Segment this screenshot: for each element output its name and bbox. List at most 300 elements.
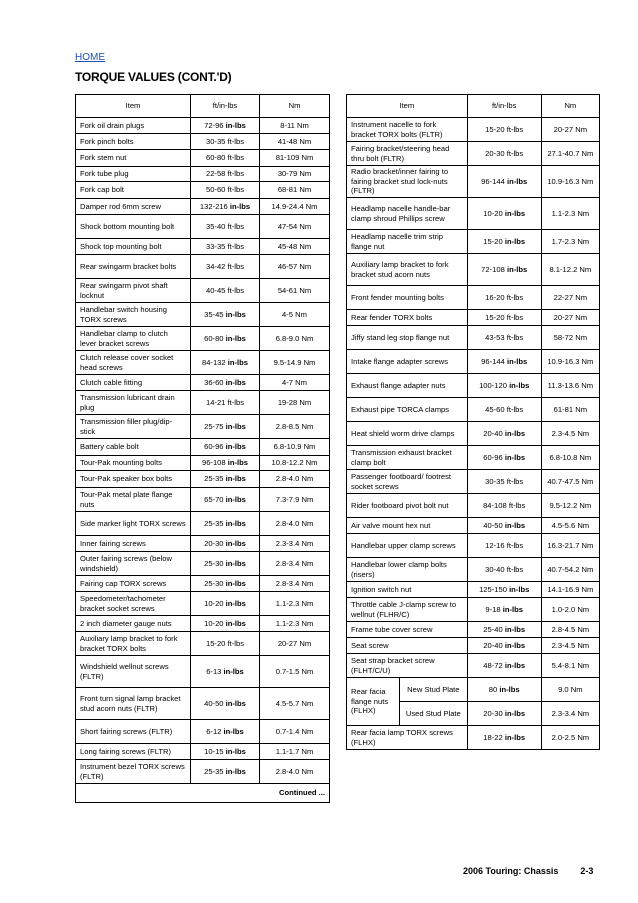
torque-nm-cell: 2.3-4.5 Nm [541,422,599,446]
torque-value: 132-216 [199,201,228,211]
torque-unit: ft-lbs [506,564,524,574]
torque-unit: ft-lbs [506,540,524,550]
torque-unit: in-lbs [227,458,249,468]
table-row [76,760,330,784]
torque-item-cell: Air valve mount hex nut [347,518,468,534]
table-row [76,456,330,471]
torque-nm-cell: 2.3-3.4 Nm [541,702,599,726]
torque-item-cell: Handlebar upper clamp screws [347,534,468,558]
table-row [76,391,330,415]
torque-value: 18-22 [483,732,503,742]
torque-value: 20-40 [483,428,503,438]
torque-value: 84-132 [201,357,226,367]
torque-unit: in-lbs [506,264,528,274]
table-row [347,422,600,446]
torque-ft-in-lbs-cell [191,255,260,279]
page-footer [463,866,593,876]
torque-item-cell: Jiffy stand leg stop flange nut [347,326,468,350]
torque-nm-cell: 68-81 Nm [260,182,330,199]
torque-unit: ft-lbs [227,638,245,648]
torque-nm-cell: 14.1-16.9 Nm [541,582,599,598]
torque-nm-cell: 4-7 Nm [260,375,330,391]
table-row [347,398,600,422]
torque-item-cell: Transmission filler plug/dip-stick [76,415,191,439]
table-row [76,415,330,439]
torque-nm-cell: 47-54 Nm [260,215,330,239]
torque-unit: in-lbs [225,598,246,608]
torque-item-cell: Handlebar lower clamp bolts (risers) [347,558,468,582]
table-row [76,118,330,134]
torque-unit: in-lbs [504,208,526,218]
torque-item-cell: Inner fairing screws [76,536,191,552]
column-header-ft-in-lbs: ft/in-lbs [191,95,260,118]
table-row [347,374,600,398]
torque-item-cell: Instrument bezel TORX screws (FLTR) [76,760,191,784]
torque-value: 34-42 [205,261,226,271]
torque-nm-cell: 5.4-8.1 Nm [541,654,599,678]
torque-ft-in-lbs-cell [191,744,260,760]
torque-item-cell: Fairing cap TORX screws [76,576,191,592]
torque-value: 30-35 [485,476,505,486]
torque-item-cell: Outer fairing screws (below windshield) [76,552,191,576]
torque-nm-cell: 11.3-13.6 Nm [541,374,599,398]
torque-nm-cell: 6.8-10.8 Nm [541,446,599,470]
torque-ft-in-lbs-cell [467,558,541,582]
torque-unit: ft-lbs [227,153,245,163]
torque-unit: ft-lbs [227,185,245,195]
torque-nm-cell: 8.1-12.2 Nm [541,254,599,286]
torque-unit: in-lbs [225,518,246,528]
torque-ft-in-lbs-cell [191,134,260,150]
torque-value: 16-20 [485,292,505,302]
table-row [347,534,600,558]
torque-item-cell: Auxiliary lamp bracket to fork bracket TORX bolts [76,632,191,656]
torque-ft-in-lbs-cell [467,582,541,598]
torque-table-left [75,94,330,803]
torque-unit: in-lbs [504,452,526,462]
table-row [347,446,600,470]
torque-nm-cell: 41-48 Nm [260,134,330,150]
torque-item-cell: Tour-Pak speaker box bolts [76,471,191,488]
torque-nm-cell: 2.8-3.4 Nm [260,576,330,592]
torque-value: 25-30 [204,558,224,568]
torque-ft-in-lbs-cell [191,279,260,303]
torque-ft-in-lbs-cell [191,215,260,239]
torque-item-cell: Shock bottom mounting bolt [76,215,191,239]
torque-ft-in-lbs-cell [467,286,541,310]
table-row [347,350,600,374]
torque-nm-cell: 4.5-5.6 Nm [541,518,599,534]
torque-item-cell: Fork stem nut [76,150,191,167]
torque-ft-in-lbs-cell [191,303,260,327]
column-header-nm: Nm [541,95,599,118]
torque-ft-in-lbs-cell [191,760,260,784]
torque-item-cell: Transmission exhaust bracket clamp bolt [347,446,468,470]
torque-nm-cell: 10.8-12.2 Nm [260,456,330,471]
column-header-ft-in-lbs: ft/in-lbs [467,95,541,118]
torque-unit: ft-lbs [227,261,245,271]
table-row [347,518,600,534]
torque-ft-in-lbs-cell [467,638,541,654]
torque-unit: in-lbs [225,421,246,431]
table-row [76,182,330,199]
torque-nm-cell: 58-72 Nm [541,326,599,350]
torque-unit: in-lbs [504,236,526,246]
torque-item-cell: Exhaust flange adapter nuts [347,374,468,398]
torque-unit: ft-lbs [506,332,524,342]
torque-unit: ft-lbs [506,148,524,158]
torque-ft-in-lbs-cell [467,702,541,726]
torque-item-cell: Frame tube cover screw [347,622,468,638]
torque-nm-cell: 45-48 Nm [260,239,330,255]
torque-item-cell: Rider footboard pivot bolt nut [347,494,468,518]
torque-item-cell: Throttle cable J-clamp screw to wellnut (FLHR/C) [347,598,468,622]
torque-unit: in-lbs [504,708,526,718]
torque-item-cell: Clutch release cover socket head screws [76,351,191,375]
column-header-nm: Nm [260,95,330,118]
torque-nm-cell: 2.8-8.5 Nm [260,415,330,439]
torque-unit: in-lbs [504,660,526,670]
torque-item-cell: Tour-Pak mounting bolts [76,456,191,471]
torque-nm-cell: 4-5 Nm [260,303,330,327]
torque-item-cell: Headlamp nacelle trim strip flange nut [347,230,468,254]
torque-item-cell: Shock top mounting bolt [76,239,191,255]
torque-value: 35-40 [205,221,226,231]
torque-item-cell: Fairing bracket/steering head thru bolt (FLTR) [347,142,468,166]
torque-unit: ft-lbs [506,124,524,134]
torque-value: 15-20 [483,236,503,246]
torque-item-cell: Instrument nacelle to fork bracket TORX bolts (FLTR) [347,118,468,142]
torque-item-cell: Rear swingarm bracket bolts [76,255,191,279]
torque-value: 20-30 [485,148,505,158]
torque-unit: ft-lbs [508,500,526,510]
torque-ft-in-lbs-cell [191,415,260,439]
table-row [76,303,330,327]
torque-unit: in-lbs [225,474,246,484]
table-row [347,638,600,654]
torque-ft-in-lbs-cell [467,254,541,286]
table-row [76,239,330,255]
torque-ft-in-lbs-cell [467,622,541,638]
table-row [76,150,330,167]
table-row [347,678,600,702]
torque-ft-in-lbs-cell [191,391,260,415]
torque-ft-in-lbs-cell [191,576,260,592]
torque-ft-in-lbs-cell [191,167,260,182]
torque-nm-cell: 19-28 Nm [260,391,330,415]
torque-item-cell: Speedometer/tachometer bracket socket screws [76,592,191,616]
table-row [76,632,330,656]
torque-value: 10-15 [204,746,224,756]
torque-value: 60-96 [204,442,224,452]
table-row [76,656,330,688]
torque-item-cell: Long fairing screws (FLTR) [76,744,191,760]
torque-value: 25-75 [204,421,224,431]
torque-nm-cell: 46-57 Nm [260,255,330,279]
torque-value: 125-150 [479,584,507,594]
torque-nm-cell: 20-27 Nm [260,632,330,656]
torque-unit: in-lbs [225,377,246,387]
torque-unit: in-lbs [504,640,526,650]
torque-unit: in-lbs [499,684,520,694]
torque-table-right-body [347,118,600,750]
torque-nm-cell: 81-109 Nm [260,150,330,167]
torque-ft-in-lbs-cell [467,494,541,518]
torque-ft-in-lbs-cell [467,678,541,702]
torque-unit: ft-lbs [227,397,245,407]
torque-value: 36-60 [204,377,224,387]
torque-nm-cell: 16.3-21.7 Nm [541,534,599,558]
table-row [347,254,600,286]
torque-unit: ft-lbs [227,241,245,251]
torque-nm-cell: 22-27 Nm [541,286,599,310]
table-row [347,166,600,198]
torque-value: 33-35 [205,241,226,251]
torque-unit: ft-lbs [227,221,245,231]
table-row [76,215,330,239]
torque-nm-cell: 20-27 Nm [541,118,599,142]
table-row [76,327,330,351]
torque-value: 6-12 [206,726,222,736]
torque-unit: in-lbs [504,732,526,742]
torque-item-cell: Windshield wellnut screws (FLTR) [76,656,191,688]
torque-nm-cell: 4.5-5.7 Nm [260,688,330,720]
torque-unit: ft-lbs [506,404,524,414]
torque-unit: in-lbs [225,309,246,319]
torque-value: 35-45 [204,309,224,319]
torque-value: 10-20 [204,598,224,608]
torque-item-cell: Rear fender TORX bolts [347,310,468,326]
table-row [76,512,330,536]
torque-ft-in-lbs-cell [467,350,541,374]
table-header-row [347,95,600,118]
torque-nm-cell: 8-11 Nm [260,118,330,134]
table-row [347,142,600,166]
torque-value: 22-58 [205,169,226,179]
torque-item-cell: Battery cable bolt [76,439,191,456]
torque-nm-cell: 6.8-9.0 Nm [260,327,330,351]
stud-plate-label: New Stud Plate [400,678,468,702]
torque-nm-cell: 6.8-10.9 Nm [260,439,330,456]
torque-ft-in-lbs-cell [467,374,541,398]
torque-item-cell: Fork tube plug [76,167,191,182]
torque-value: 15-20 [485,124,505,134]
torque-ft-in-lbs-cell [467,230,541,254]
torque-ft-in-lbs-cell [467,118,541,142]
table-row [76,536,330,552]
torque-nm-cell: 27.1-40.7 Nm [541,142,599,166]
torque-unit: in-lbs [229,201,251,211]
torque-value: 6-13 [206,666,222,676]
table-row [76,439,330,456]
table-row [76,552,330,576]
torque-item-cell: Handlebar clamp to clutch lever bracket screws [76,327,191,351]
stud-plate-label: Used Stud Plate [400,702,468,726]
torque-value: 96-144 [481,356,505,366]
torque-ft-in-lbs-cell [467,422,541,446]
torque-table-right [346,94,600,750]
table-row [76,616,330,632]
torque-ft-in-lbs-cell [467,598,541,622]
torque-nm-cell: 10.9-16.3 Nm [541,350,599,374]
torque-nm-cell: 0.7-1.5 Nm [260,656,330,688]
torque-ft-in-lbs-cell [191,552,260,576]
torque-nm-cell: 40.7-54.2 Nm [541,558,599,582]
table-row [76,199,330,215]
torque-ft-in-lbs-cell [191,199,260,215]
torque-item-cell: Rear swingarm pivot shaft locknut [76,279,191,303]
torque-unit: in-lbs [225,538,246,548]
torque-value: 45-60 [485,404,505,414]
table-row [347,494,600,518]
column-header-item: Item [76,95,191,118]
torque-unit: in-lbs [225,333,246,343]
table-row [347,230,600,254]
torque-ft-in-lbs-cell [467,470,541,494]
torque-value: 25-40 [483,624,503,634]
table-row [347,558,600,582]
torque-unit: in-lbs [509,584,530,594]
torque-ft-in-lbs-cell [191,656,260,688]
torque-unit: ft-lbs [227,285,245,295]
torque-item-cell: Tour-Pak metal plate flange nuts [76,488,191,512]
torque-value: 25-35 [204,766,224,776]
torque-nm-cell: 54-61 Nm [260,279,330,303]
torque-item-cell: Handlebar switch housing TORX screws [76,303,191,327]
torque-ft-in-lbs-cell [191,327,260,351]
torque-item-cell: Heat shield worm drive clamps [347,422,468,446]
torque-nm-cell: 1.1-2.3 Nm [541,198,599,230]
table-row [347,470,600,494]
torque-nm-cell: 7.3-7.9 Nm [260,488,330,512]
torque-item-cell: Radio bracket/inner fairing to fairing bracket stud lock-nuts (FLTR) [347,166,468,198]
continued-label: Continued ... [76,784,330,803]
torque-ft-in-lbs-cell [191,592,260,616]
torque-nm-cell: 2.8-4.0 Nm [260,512,330,536]
torque-ft-in-lbs-cell [191,456,260,471]
torque-nm-cell: 2.3-3.4 Nm [260,536,330,552]
torque-value: 10-20 [204,618,224,628]
page-title: TORQUE VALUES (CONT.'D) [75,70,232,84]
torque-value: 60-80 [204,333,224,343]
torque-ft-in-lbs-cell [467,198,541,230]
table-row [76,720,330,744]
torque-nm-cell: 1.7-2.3 Nm [541,230,599,254]
torque-ft-in-lbs-cell [191,688,260,720]
torque-nm-cell: 2.8-4.5 Nm [541,622,599,638]
torque-unit: in-lbs [223,666,244,676]
torque-unit: in-lbs [225,120,246,130]
torque-ft-in-lbs-cell [467,142,541,166]
torque-item-cell: Headlamp nacelle handle-bar clamp shroud Phillips screw [347,198,468,230]
torque-ft-in-lbs-cell [467,398,541,422]
table-row [76,744,330,760]
table-row [347,622,600,638]
torque-item-cell: 2 inch diameter gauge nuts [76,616,191,632]
torque-item-cell: Intake flange adapter screws [347,350,468,374]
torque-nm-cell: 9.5-14.9 Nm [260,351,330,375]
torque-ft-in-lbs-cell [191,536,260,552]
torque-table-left-body [76,118,330,803]
torque-value: 20-30 [483,708,503,718]
table-row [347,654,600,678]
torque-item-cell: Rear facia flange nuts (FLHX) [347,678,400,726]
table-row [347,198,600,230]
torque-value: 40-50 [204,698,224,708]
torque-unit: in-lbs [223,726,244,736]
torque-value: 12-16 [485,540,505,550]
torque-nm-cell: 1.1-2.3 Nm [260,616,330,632]
table-row [76,592,330,616]
torque-unit: ft-lbs [227,169,245,179]
torque-item-cell: Short fairing screws (FLTR) [76,720,191,744]
torque-ft-in-lbs-cell [191,182,260,199]
table-row [347,118,600,142]
torque-nm-cell: 9.0 Nm [541,678,599,702]
torque-value: 96-108 [201,458,226,468]
home-link[interactable]: HOME [75,52,105,63]
torque-nm-cell: 2.0-2.5 Nm [541,726,599,750]
torque-nm-cell: 2.8-4.0 Nm [260,760,330,784]
torque-ft-in-lbs-cell [191,351,260,375]
torque-ft-in-lbs-cell [191,720,260,744]
torque-nm-cell: 1.0-2.0 Nm [541,598,599,622]
torque-item-cell: Side marker light TORX screws [76,512,191,536]
torque-unit: in-lbs [227,357,249,367]
footer-document-title: 2006 Touring: Chassis [463,866,559,876]
torque-item-cell: Passenger footboard/ footrest socket screws [347,470,468,494]
torque-value: 72-96 [204,120,224,130]
torque-item-cell: Seat screw [347,638,468,654]
torque-value: 50-60 [205,185,226,195]
torque-value: 65-70 [204,494,224,504]
torque-ft-in-lbs-cell [191,616,260,632]
column-header-item: Item [347,95,468,118]
table-row [347,598,600,622]
table-row [76,351,330,375]
torque-unit: in-lbs [225,766,246,776]
torque-unit: in-lbs [504,520,526,530]
torque-unit: in-lbs [225,618,246,628]
torque-ft-in-lbs-cell [467,326,541,350]
torque-value: 60-96 [483,452,503,462]
torque-unit: in-lbs [506,176,528,186]
torque-ft-in-lbs-cell [191,375,260,391]
table-row [76,576,330,592]
torque-nm-cell: 1.1-2.3 Nm [260,592,330,616]
torque-unit: in-lbs [504,428,526,438]
torque-ft-in-lbs-cell [191,488,260,512]
torque-unit: in-lbs [225,558,246,568]
table-row [347,326,600,350]
torque-item-cell: Auxiliary lamp bracket to fork bracket stud acorn nuts [347,254,468,286]
torque-item-cell: Fork pinch bolts [76,134,191,150]
torque-item-cell: Fork cap bolt [76,182,191,199]
table-row [347,310,600,326]
torque-ft-in-lbs-cell [191,632,260,656]
table-row [347,582,600,598]
torque-nm-cell: 1.1-1.7 Nm [260,744,330,760]
torque-item-cell: Exhaust pipe TORCA clamps [347,398,468,422]
torque-nm-cell: 30-79 Nm [260,167,330,182]
torque-ft-in-lbs-cell [467,166,541,198]
torque-value: 80 [488,684,498,694]
torque-item-cell: Transmission lubricant drain plug [76,391,191,415]
torque-unit: in-lbs [506,356,528,366]
torque-item-cell: Fork oil drain plugs [76,118,191,134]
torque-ft-in-lbs-cell [191,439,260,456]
torque-value: 25-35 [204,474,224,484]
